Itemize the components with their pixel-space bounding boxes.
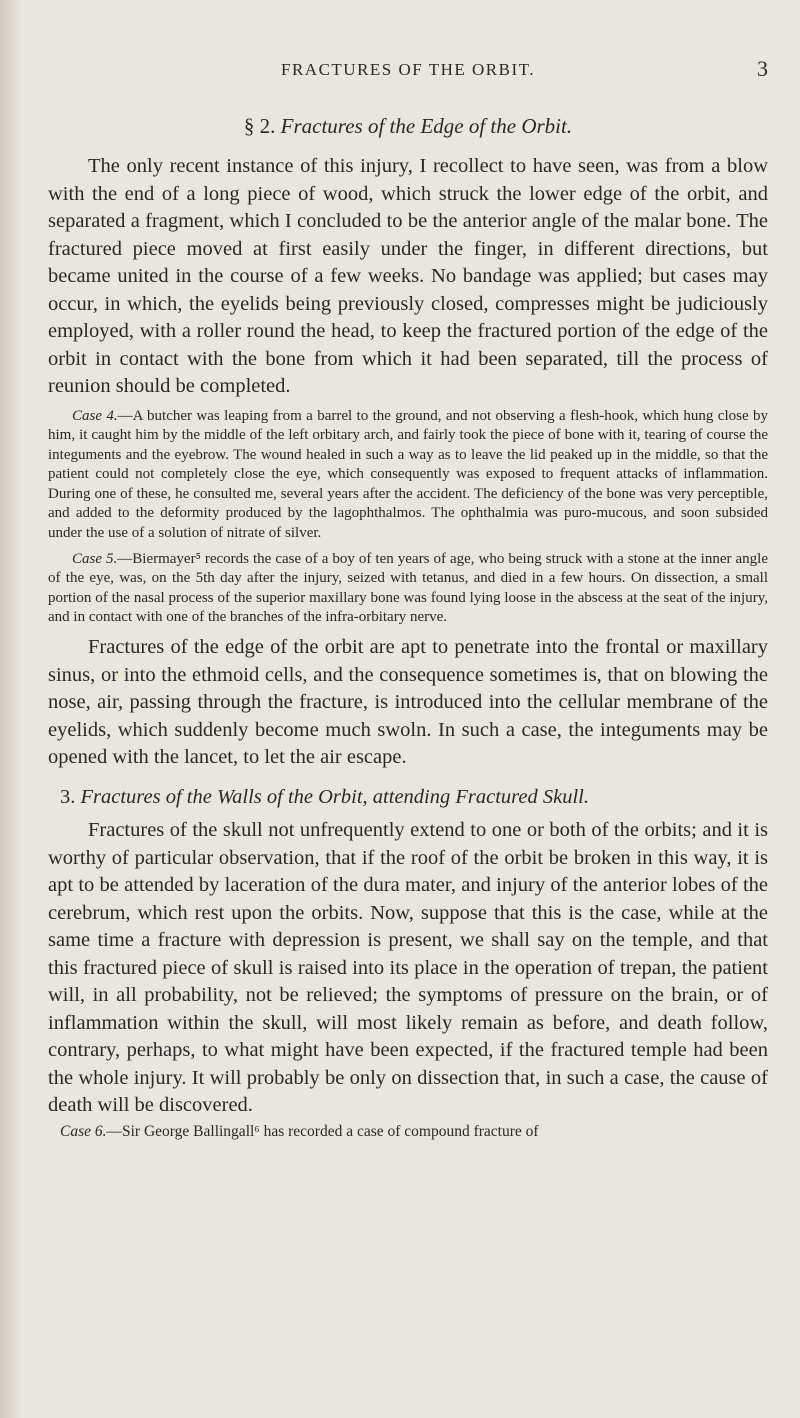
- page-header: [48, 56, 768, 90]
- case-note: [48, 407, 768, 544]
- page-gutter-shadow: [0, 0, 22, 1418]
- subsection-heading: [48, 784, 768, 812]
- section-title: Fractures of the Edge of the Orbit.: [280, 114, 573, 138]
- running-title: FRACTURES OF THE ORBIT.: [281, 60, 535, 79]
- paragraph: The only recent instance of this injury, I recollect to have seen, was from a blow with the end of a long piece of wood, which struck the lower edge of the orbit, and separated a fragment, which I concluded to be the anterior angle of the malar bone. The fractured piece moved at first easily under the finger, in different directions, but became united in the course of a few weeks. No bandage was applied; but cases may occur, in which, the eyelids being previously closed, compresses might be judiciously employed, with a roller round the head, to keep the fractured portion of the edge of the orbit in contact with the bone from which it had been separated, till the process of reunion should be completed.: [48, 155, 768, 397]
- page-number: 3: [757, 56, 768, 81]
- case-text: —A butcher was leaping from a barrel to the ground, and not observing a flesh-hook, which hung close by him, it caught him by the middle of the left orbitary arch, and fairly took the piece of bone with it, tearing of course the integuments and the eyebrow. The wound healed in such a way as to leave the lid peaked up in the middle, so that the patient could not completely close the eye, which consequently was exposed to frequent attacks of inflammation. During one of these, he consulted me, several years after the accident. The deficiency of the bone was very perceptible, and added to the deformity produced by the lagophthalmos. The ophthalmia was puro-mucous, and soon subsided under the use of a solution of nitrate of silver.: [48, 407, 769, 542]
- section-heading: [48, 114, 768, 139]
- subsection-title: Fractures of the Walls of the Orbit, attending Fractured Skull.: [80, 785, 589, 808]
- case-note: [48, 550, 768, 628]
- case-label: Case 5.: [72, 550, 118, 567]
- case-text: —Sir George Ballingall⁶ has recorded a case of compound fracture of: [106, 1122, 539, 1140]
- case-text: —Biermayer⁵ records the case of a boy of ten years of age, who being struck with a stone at the inner angle of the eye, was, on the 5th day after the injury, seized with tetanus, and died in a few hours. On dissection, a small portion of the nasal process of the superior maxillary bone was found lying loose in the abscess at the seat of the injury, and in contact with one of the branches of the infra-orbitary nerve.: [48, 550, 769, 626]
- book-page: [48, 56, 769, 1142]
- case-label: Case 4.: [72, 407, 118, 424]
- section-number: § 2.: [243, 114, 276, 138]
- paragraph: Fractures of the edge of the orbit are apt to penetrate into the frontal or maxillary sinus, or into the ethmoid cells, and the consequence sometimes is, that on blowing the nose, air, passing through the fracture, is introduced into the cellular membrane of the eyelids, which suddenly become much swoln. In such a case, the integuments may be opened with the lancet, to let the air escape.: [48, 636, 768, 769]
- subsection-number: 3.: [60, 785, 76, 808]
- case-label: Case 6.: [60, 1122, 107, 1140]
- paragraph: Fractures of the skull not unfrequently extend to one or both of the orbits; and it is worthy of particular observation, that if the roof of the orbit be broken in this way, it is apt to be attended by laceration of the dura mater, and injury of the anterior lobes of the cerebrum, which rest upon the orbits. Now, suppose that this is the case, while at the same time a fracture with depression is present, we shall say on the temple, and that this fractured piece of skull is raised into its place in the operation of trepan, the patient will, in all probability, not be relieved; the symptoms of pressure on the brain, or of inflammation within the skull, will most likely remain as before, and death follow, contrary, perhaps, to what might have been expected, if the fractured temple had been the whole injury. It will probably be only on dissection that, in such a case, the cause of death will be discovered.: [48, 819, 768, 1117]
- case-note: [48, 1122, 768, 1142]
